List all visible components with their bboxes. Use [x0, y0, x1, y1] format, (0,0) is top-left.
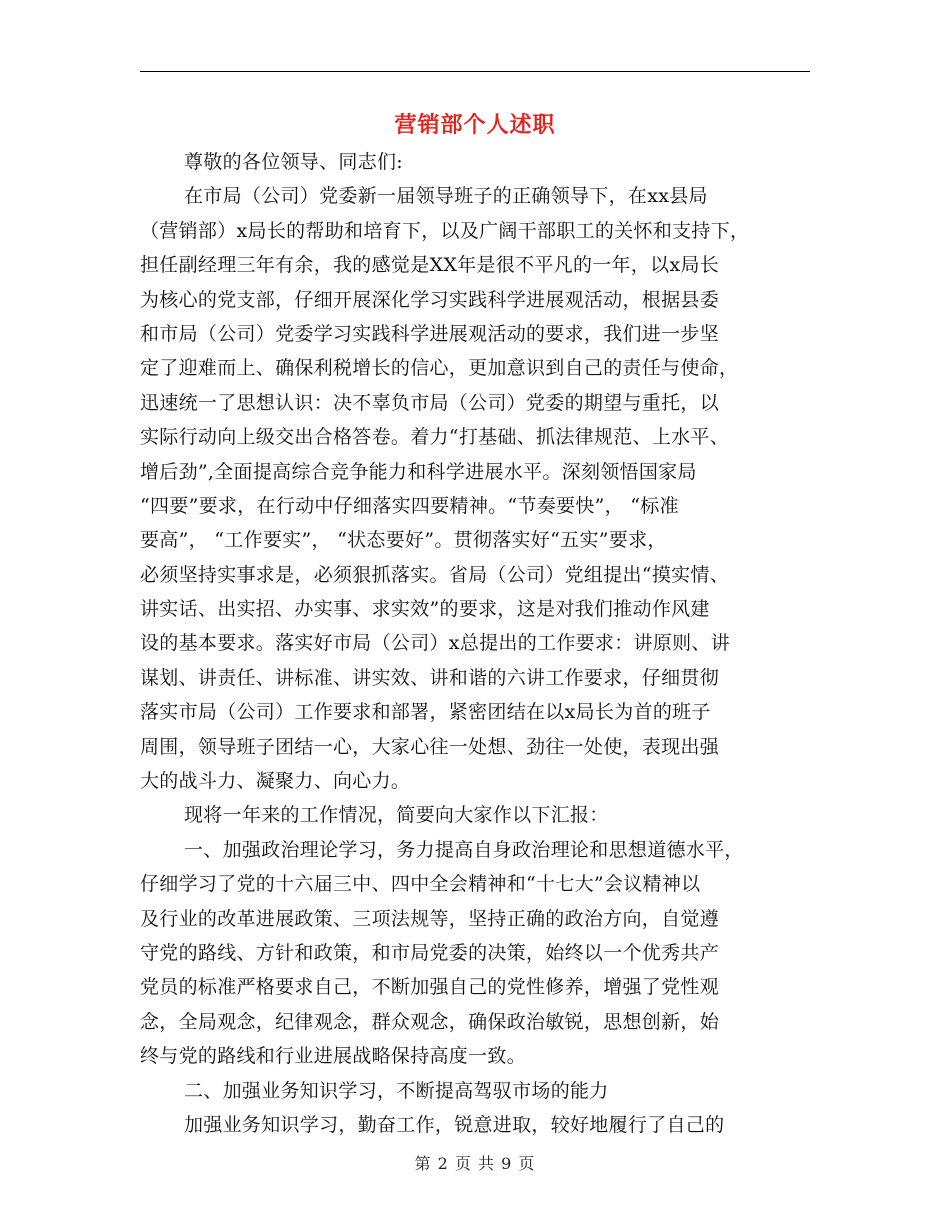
body-line-24: 守党的路线、方针和政策，和市局党委的决策，始终以一个优秀共产 — [140, 941, 720, 964]
body-line-20: 现将一年来的工作情况，简要向大家作以下汇报： — [184, 804, 609, 827]
body-line-1: 尊敬的各位领导、同志们: — [184, 151, 404, 173]
body-line-17: 落实市局（公司）工作要求和部署，紧密团结在以x局长为首的班子 — [140, 701, 711, 724]
body-line-3: （营销部）x局长的帮助和培育下，以及广阔干部职工的关怀和支持下， — [140, 219, 750, 242]
body-line-23: 及行业的改革进展政策、三项法规等，坚持正确的政治方向，自觉遵 — [140, 907, 720, 930]
body-line-27: 终与党的路线和行业进展战略保持高度一致。 — [140, 1045, 527, 1068]
body-line-21: 一、加强政治理论学习，务力提高自身政治理论和思想道德水平， — [184, 838, 744, 861]
body-line-12: 要高”， “工作要实”， “状态要好”。贯彻落实好“五实”要求， — [140, 529, 667, 552]
body-line-16: 谋划、讲责任、讲标准、讲实效、讲和谐的六讲工作要求，仔细贯彻 — [140, 666, 720, 689]
body-line-6: 和市局（公司）党委学习实践科学进展观活动的要求，我们进一步坚 — [140, 322, 720, 345]
body-line-14: 讲实话、出实招、办实事、求实效”的要求，这是对我们推动作风建 — [140, 598, 710, 621]
body-line-13: 必须坚持实事求是，必须狠抓落实。省局（公司）党组提出“摸实情、 — [140, 563, 730, 586]
header-rule — [140, 71, 810, 72]
body-line-25: 党员的标准严格要求自己，不断加强自己的党性修养，增强了党性观 — [140, 976, 720, 999]
body-line-8: 迅速统一了思想认识：决不辜负市局（公司）党委的期望与重托，以 — [140, 391, 720, 414]
body-line-11: “四要”要求，在行动中仔细落实四要精神。“节奏要快”， “标准 — [140, 494, 679, 517]
body-line-5: 为核心的党支部，仔细开展深化学习实践科学进展观活动，根据县委 — [140, 288, 720, 311]
body-line-22: 仔细学习了党的十六届三中、四中全会精神和“十七大”会议精神以 — [140, 873, 701, 896]
body-line-28: 二、加强业务知识学习，不断提高驾驭市场的能力 — [184, 1079, 609, 1102]
body-line-29: 加强业务知识学习，勤奋工作，锐意进取，较好地履行了自己的 — [184, 1113, 725, 1136]
page-number-footer: 第 2 页 共 9 页 — [414, 1154, 536, 1173]
body-line-9: 实际行动向上级交出合格答卷。着力“打基础、抓法律规范、上水平、 — [140, 426, 730, 449]
document-title: 营销部个人述职 — [394, 112, 556, 138]
body-line-4: 担任副经理三年有余，我的感觉是XX年是很不平凡的一年，以x局长 — [140, 254, 720, 277]
body-line-18: 周围，领导班子团结一心，大家心往一处想、劲往一处使，表现出强 — [140, 735, 720, 758]
body-line-2: 在市局（公司）党委新一届领导班子的正确领导下，在xx县局 — [184, 185, 708, 208]
body-line-15: 设的基本要求。落实好市局（公司）x总提出的工作要求：讲原则、讲 — [140, 632, 731, 655]
body-line-19: 大的战斗力、凝聚力、向心力。 — [140, 770, 411, 793]
body-line-10: 增后劲”,全面提高综合竞争能力和科学进展水平。深刻领悟国家局 — [140, 460, 697, 483]
body-line-7: 定了迎难而上、确保利税增长的信心，更加意识到自己的责任与使命， — [140, 357, 739, 380]
document-body — [140, 145, 815, 1142]
body-line-26: 念，全局观念，纪律观念，群众观念，确保政治敏锐，思想创新，始 — [140, 1010, 720, 1033]
